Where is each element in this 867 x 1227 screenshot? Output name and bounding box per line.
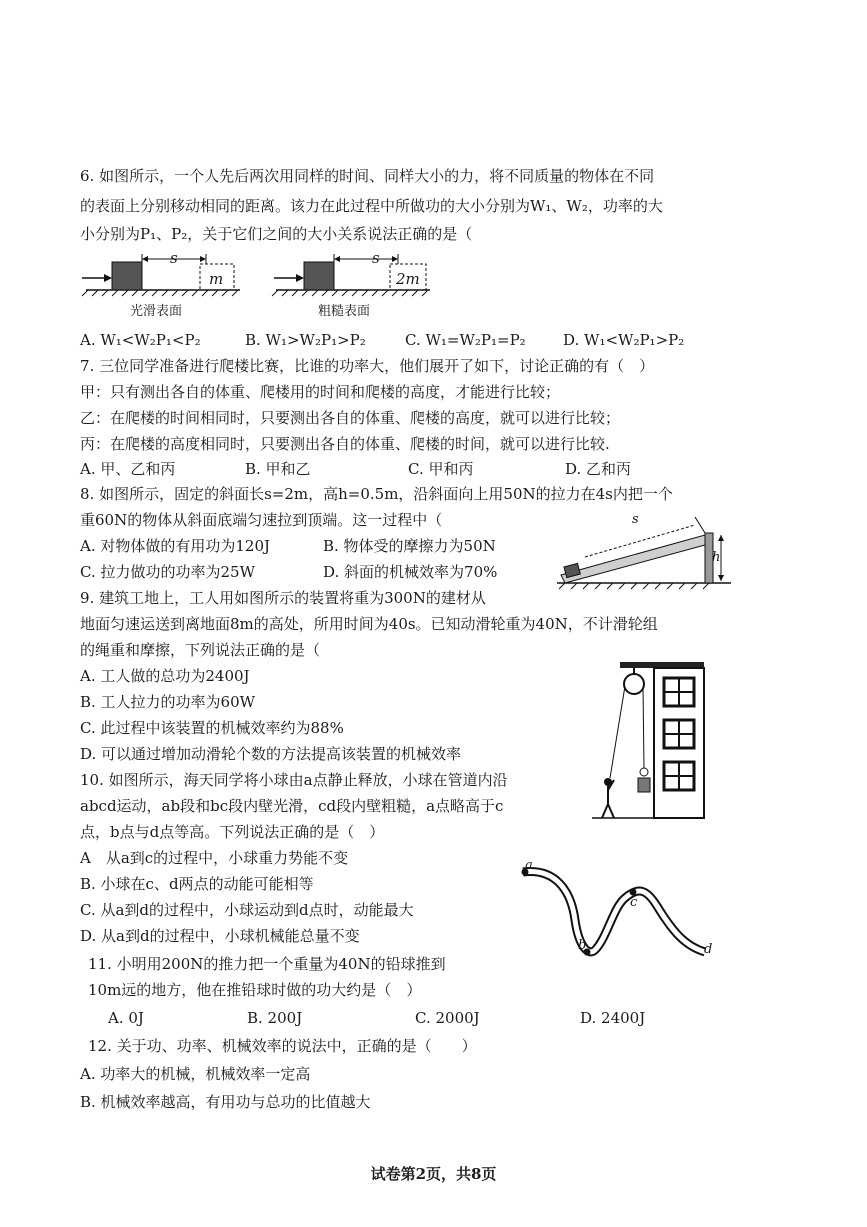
q11-option-a: A. 0J [108,1009,144,1027]
q10-tube-figure [515,860,715,960]
q10-line-3: 点，b点与d点等高。下列说法正确的是（ ） [80,823,385,841]
q8-h-label: h [712,550,721,565]
q7-option-d: D. 乙和丙 [565,460,632,478]
q7-option-c: C. 甲和丙 [408,460,474,478]
q9-option-d: D. 可以通过增加动滑轮个数的方法提高该装置的机械效率 [80,745,462,763]
q10-line-1: 10. 如图所示，海天同学将小球由a点静止释放，小球在管道内沿 [80,771,508,789]
q7-line-1: 7. 三位同学准备进行爬楼比赛，比谁的功率大，他们展开了如下，讨论正确的有（ ） [80,357,655,375]
q7-line-2: 甲：只有测出各自的体重、爬楼用的时间和爬楼的高度，才能进行比较； [80,383,561,401]
q11-line-2: 10m远的地方，他在推铅球时做的功大约是（ ） [88,981,422,999]
q9-option-b: B. 工人拉力的功率为60W [80,693,256,711]
q6-option-c: C. W₁=W₂P₁=P₂ [405,331,526,349]
q10-line-2: abcd运动，ab段和bc段内壁光滑，cd段内壁粗糙，a点略高于c [80,797,504,815]
q8-option-a: A. 对物体做的有用功为120J [80,537,271,555]
q8-incline-figure [555,505,735,595]
q10-option-d: D. 从a到d的过程中，小球机械能总量不变 [80,927,360,945]
q6-rough-caption: 粗糙表面 [318,304,371,319]
q6-smooth-caption: 光滑表面 [130,304,183,319]
q9-line-2: 地面匀速运送到离地面8m的高处，所用时间为40s。已知动滑轮重为40N，不计滑轮组 [80,615,658,633]
q9-pulley-building-figure [592,660,722,825]
q6-rough-s-label: s [372,249,380,267]
q8-s-label: s [632,512,639,527]
q6-smooth-s-label: s [170,249,178,267]
q6-line-2: 的表面上分别移动相同的距离。该力在此过程中所做功的大小分别为W₁、W₂，功率的大 [80,197,663,215]
q7-line-4: 丙：在爬楼的高度相同时，只要测出各自的体重、爬楼的时间，就可以进行比较. [80,435,610,453]
q9-line-3: 的绳重和摩擦，下列说法正确的是（ [80,641,321,659]
q12-option-a: A. 功率大的机械，机械效率一定高 [80,1065,311,1083]
q12-line-1: 12. 关于功、功率、机械效率的说法中，正确的是（ ） [88,1037,477,1055]
q11-option-b: B. 200J [247,1009,303,1027]
q8-option-c: C. 拉力做功的功率为25W [80,563,255,581]
q9-option-c: C. 此过程中该装置的机械效率约为88% [80,719,344,737]
q6-option-b: B. W₁>W₂P₁>P₂ [245,331,366,349]
q11-line-1: 11. 小明用200N的推力把一个重量为40N的铅球推到 [88,955,446,973]
q10-point-d: d [704,942,713,957]
q6-option-d: D. W₁<W₂P₁>P₂ [563,331,685,349]
q6-smooth-mass-label: m [209,270,224,288]
q10-point-a: a [525,858,533,873]
q10-point-c: c [630,895,638,910]
q7-option-a: A. 甲、乙和丙 [80,460,176,478]
page-footer: 试卷第2页，共8页 [370,1165,497,1183]
q12-option-b: B. 机械效率越高，有用功与总功的比值越大 [80,1093,371,1111]
q10-option-b: B. 小球在c、d两点的动能可能相等 [80,875,314,893]
q6-option-a: A. W₁<W₂P₁<P₂ [80,331,201,349]
q9-option-a: A. 工人做的总功为2400J [80,667,250,685]
q6-line-3: 小分别为P₁、P₂，关于它们之间的大小关系说法正确的是（ [80,225,473,243]
q8-line-1: 8. 如图所示，固定的斜面长s=2m，高h=0.5m，沿斜面向上用50N的拉力在4s内把一个 [80,485,673,503]
q11-option-c: C. 2000J [415,1009,480,1027]
q6-rough-mass-label: 2m [396,270,420,288]
q10-option-a: A 从a到c的过程中，小球重力势能不变 [80,849,349,867]
q10-point-b: b [578,938,587,953]
q6-line-1: 6. 如图所示，一个人先后两次用同样的时间、同样大小的力，将不同质量的物体在不同 [80,167,655,185]
q9-line-1: 9. 建筑工地上，工人用如图所示的装置将重为300N的建材从 [80,589,486,607]
q10-option-c: C. 从a到d的过程中，小球运动到d点时，动能最大 [80,901,414,919]
q8-line-2: 重60N的物体从斜面底端匀速拉到顶端。这一过程中（ [80,511,443,529]
q7-line-3: 乙：在爬楼的时间相同时，只要测出各自的体重、爬楼的高度，就可以进行比较； [80,409,621,427]
q8-option-d: D. 斜面的机械效率为70% [323,563,498,581]
q11-option-d: D. 2400J [580,1009,646,1027]
q8-option-b: B. 物体受的摩擦力为50N [323,537,496,555]
q7-option-b: B. 甲和乙 [245,460,311,478]
